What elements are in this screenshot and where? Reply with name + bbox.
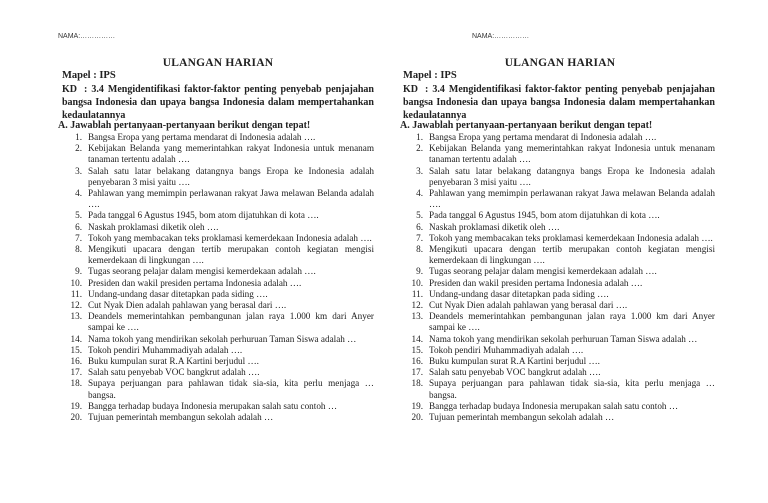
question-item (403, 378, 715, 400)
question-number: 8. (75, 244, 82, 255)
nama-field: NAMA:…………… (58, 33, 116, 40)
question-text: Undang-undang dasar ditetapkan pada siding …. (429, 288, 609, 299)
question-item (403, 266, 715, 277)
question-text: Kebijakan Belanda yang memerintahkan rakyat Indonesia untuk menanam tanaman tertentu adalah …. (429, 143, 715, 165)
question-item (62, 143, 374, 165)
question-text: Nama tokoh yang mendirikan sekolah perhuruan Taman Siswa adalah … (88, 333, 357, 344)
question-item (403, 166, 715, 188)
question-item (403, 210, 715, 221)
question-text: Nama tokoh yang mendirikan sekolah perhuruan Taman Siswa adalah … (429, 333, 698, 344)
question-text: Pada tanggal 6 Agustus 1945, bom atom dijatuhkan di kota …. (88, 210, 319, 221)
question-text: Naskah proklamasi diketik oleh …. (429, 221, 560, 232)
question-number: 7. (75, 232, 82, 243)
question-item (403, 311, 715, 333)
question-item (403, 334, 715, 345)
question-item (62, 311, 374, 333)
question-item (62, 378, 374, 400)
question-text: Naskah proklamasi diketik oleh …. (88, 221, 219, 232)
kd-description: : 3.4 Mengidentifikasi faktor-faktor penting penyebab penjajahan bangsa Indonesia dan upaya bangsa Indonesia dalam mempertahankan kedaulatannya (403, 84, 715, 121)
question-item (62, 345, 374, 356)
question-item (403, 367, 715, 378)
question-text: Mengikuti upacara dengan tertib merupakan contoh kegiatan mengisi kemerdekaan di lingkungan …. (429, 244, 715, 266)
question-number: 2. (75, 143, 82, 154)
question-item (62, 132, 374, 143)
question-text: Tokoh pendiri Muhammadiyah adalah …. (88, 344, 243, 355)
question-number: 3. (75, 165, 82, 176)
question-text: Presiden dan wakil presiden pertama Indonesia adalah …. (429, 277, 643, 288)
subject-label: Mapel : IPS (403, 70, 457, 81)
question-number: 17. (411, 367, 423, 378)
kd-text (403, 83, 715, 122)
question-list (403, 132, 715, 423)
question-text: Kebijakan Belanda yang memerintahkan rakyat Indonesia untuk menanam tanaman tertentu adalah …. (88, 143, 374, 165)
question-text: Presiden dan wakil presiden pertama Indonesia adalah …. (88, 277, 302, 288)
question-text: Tokoh yang membacakan teks proklamasi kemerdekaan Indonesia adalah …. (88, 232, 372, 243)
question-item (62, 166, 374, 188)
kd-label: KD (403, 84, 418, 95)
nama-field: NAMA:…………… (472, 33, 530, 40)
question-number: 18. (70, 378, 82, 389)
question-number: 11. (411, 288, 423, 299)
question-text: Tugas seorang pelajar dalam mengisi kemerdekaan adalah …. (429, 266, 657, 277)
question-item (62, 412, 374, 423)
question-number: 2. (416, 143, 423, 154)
question-number: 16. (411, 356, 423, 367)
question-item (62, 233, 374, 244)
question-number: 1. (416, 132, 423, 142)
question-number: 1. (75, 132, 82, 142)
question-text: Tokoh pendiri Muhammadiyah adalah …. (429, 344, 584, 355)
question-number: 13. (70, 311, 82, 322)
question-item (403, 143, 715, 165)
question-number: 14. (411, 333, 423, 344)
question-text: Supaya perjuangan para pahlawan tidak sia-sia, kita perlu menjaga … bangsa. (429, 378, 715, 400)
question-number: 4. (416, 188, 423, 199)
question-number: 10. (70, 277, 82, 288)
question-number: 10. (411, 277, 423, 288)
worksheet-title: ULANGAN HARIAN (162, 57, 274, 69)
question-number: 13. (411, 311, 423, 322)
question-text: Tugas seorang pelajar dalam mengisi kemerdekaan adalah …. (88, 266, 316, 277)
question-number: 3. (416, 165, 423, 176)
question-item (62, 401, 374, 412)
question-number: 4. (75, 188, 82, 199)
question-text: Buku kumpulan surat R.A Kartini berjudul …. (88, 356, 259, 367)
question-number: 9. (75, 266, 82, 277)
question-item (62, 244, 374, 266)
question-text: Tujuan pemerintah membangun sekolah adalah … (88, 412, 274, 423)
subject-label: Mapel : IPS (62, 70, 116, 81)
question-number: 6. (75, 221, 82, 232)
section-heading: A. Jawablah pertanyaan-pertanyaan berikut dengan tepat! (58, 120, 311, 131)
question-text: Mengikuti upacara dengan tertib merupakan contoh kegiatan mengisi kemerdekaan di lingkungan …. (88, 244, 374, 266)
question-text: Salah satu latar belakang datangnya bangs Eropa ke Indonesia adalah penyebaran 3 misi yaitu …. (429, 165, 715, 187)
question-text: Cut Nyak Dien adalah pahlawan yang berasal dari …. (429, 300, 628, 311)
question-item (403, 222, 715, 233)
question-item (62, 289, 374, 300)
question-number: 15. (411, 344, 423, 355)
question-text: Salah satu penyebab VOC bangkrut adalah …. (429, 367, 601, 378)
question-item (403, 278, 715, 289)
question-list (62, 132, 374, 423)
question-text: Bangga terhadap budaya Indonesia merupakan salah satu contoh … (88, 400, 338, 411)
question-number: 5. (416, 210, 423, 221)
question-number: 12. (411, 300, 423, 311)
question-text: Cut Nyak Dien adalah pahlawan yang berasal dari …. (88, 300, 287, 311)
question-number: 15. (70, 344, 82, 355)
question-number: 19. (70, 400, 82, 411)
question-item (403, 345, 715, 356)
question-text: Pahlawan yang memimpin perlawanan rakyat Jawa melawan Belanda adalah …. (429, 188, 715, 210)
question-text: Bangsa Eropa yang pertama mendarat di Indonesia adalah …. (429, 132, 657, 142)
question-number: 6. (416, 221, 423, 232)
kd-label: KD (62, 84, 77, 95)
question-item (403, 188, 715, 210)
question-text: Tokoh yang membacakan teks proklamasi kemerdekaan Indonesia adalah …. (429, 232, 713, 243)
question-text: Pada tanggal 6 Agustus 1945, bom atom dijatuhkan di kota …. (429, 210, 660, 221)
question-item (62, 278, 374, 289)
question-item (403, 244, 715, 266)
question-item (403, 412, 715, 423)
question-number: 17. (70, 367, 82, 378)
question-number: 16. (70, 356, 82, 367)
question-item (62, 334, 374, 345)
question-text: Salah satu latar belakang datangnya bangs Eropa ke Indonesia adalah penyebaran 3 misi yaitu …. (88, 165, 374, 187)
question-item (62, 300, 374, 311)
question-number: 12. (70, 300, 82, 311)
question-item (62, 266, 374, 277)
question-number: 20. (411, 412, 423, 423)
question-item (62, 222, 374, 233)
question-text: Bangsa Eropa yang pertama mendarat di Indonesia adalah …. (88, 132, 316, 142)
question-item (403, 356, 715, 367)
question-text: Buku kumpulan surat R.A Kartini berjudul …. (429, 356, 600, 367)
question-item (62, 188, 374, 210)
question-number: 5. (75, 210, 82, 221)
question-item (403, 132, 715, 143)
section-heading: A. Jawablah pertanyaan-pertanyaan berikut dengan tepat! (400, 120, 653, 131)
question-text: Pahlawan yang memimpin perlawanan rakyat Jawa melawan Belanda adalah …. (88, 188, 374, 210)
question-item (62, 356, 374, 367)
question-text: Deandels memerintahkan pembangunan jalan raya 1.000 km dari Anyer sampai ke …. (88, 311, 374, 333)
question-number: 18. (411, 378, 423, 389)
question-item (62, 367, 374, 378)
question-number: 11. (70, 288, 82, 299)
worksheet-title: ULANGAN HARIAN (504, 57, 616, 69)
question-number: 20. (70, 412, 82, 423)
question-number: 7. (416, 232, 423, 243)
kd-description: : 3.4 Mengidentifikasi faktor-faktor penting penyebab penjajahan bangsa Indonesia dan upaya bangsa Indonesia dalam mempertahankan kedaulatannya (62, 84, 374, 121)
kd-text (62, 83, 374, 122)
question-text: Deandels memerintahkan pembangunan jalan raya 1.000 km dari Anyer sampai ke …. (429, 311, 715, 333)
question-text: Tujuan pemerintah membangun sekolah adalah … (429, 412, 615, 423)
question-text: Supaya perjuangan para pahlawan tidak sia-sia, kita perlu menjaga … bangsa. (88, 378, 374, 400)
question-item (403, 289, 715, 300)
question-number: 8. (416, 244, 423, 255)
question-number: 9. (416, 266, 423, 277)
question-text: Undang-undang dasar ditetapkan pada siding …. (88, 288, 268, 299)
question-item (403, 401, 715, 412)
question-item (403, 300, 715, 311)
question-text: Bangga terhadap budaya Indonesia merupakan salah satu contoh … (429, 400, 679, 411)
question-number: 19. (411, 400, 423, 411)
question-number: 14. (70, 333, 82, 344)
question-text: Salah satu penyebab VOC bangkrut adalah …. (88, 367, 260, 378)
question-item (403, 233, 715, 244)
question-item (62, 210, 374, 221)
